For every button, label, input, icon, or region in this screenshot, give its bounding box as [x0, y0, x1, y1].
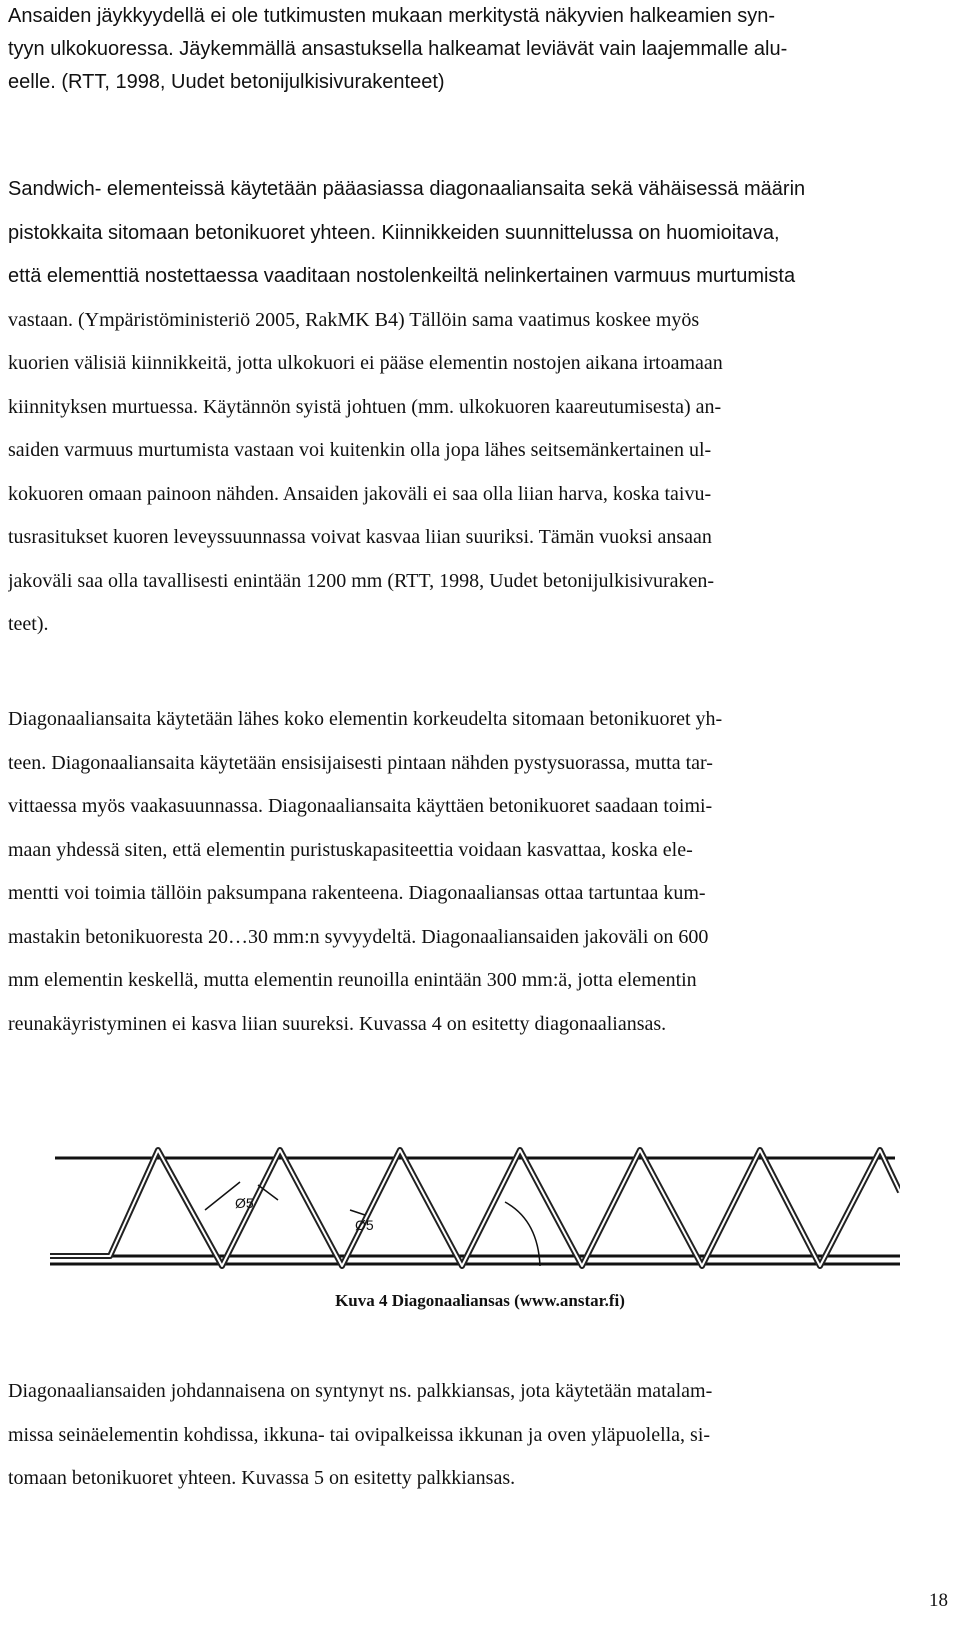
text-line: jakoväli saa olla tavallisesti enintään 1200 mm (RTT, 1998, Uudet betonijulkisivuraken-	[8, 569, 715, 592]
text-line: Diagonaaliansaiden johdannaisena on syntynyt ns. palkkiansas, jota käytetään matalam-	[8, 1380, 713, 1402]
paragraph-ansaiden-jaykkyys	[8, 0, 960, 99]
paragraph-sandwich-elementit	[8, 168, 960, 647]
diagonal-wire	[50, 1150, 900, 1266]
paragraph-diagonaaliansaat	[8, 698, 960, 1046]
text-line: tomaan betonikuoret yhteen. Kuvassa 5 on esitetty palkkiansas.	[8, 1467, 516, 1489]
text-line: kiinnityksen murtuessa. Käytännön syistä johtuen (mm. ulkokuoren kaareutumisesta) an-	[8, 395, 722, 418]
text-line: eelle. (RTT, 1998, Uudet betonijulkisivurakenteet)	[8, 71, 445, 93]
dimension-leader	[350, 1210, 365, 1215]
diagonal-wire-highlight	[50, 1150, 900, 1266]
text-line: Sandwich- elementeissä käytetään pääasiassa diagonaaliansaita sekä vähäisessä määrin	[8, 178, 806, 200]
text-line: maan yhdessä siten, että elementin puristuskapasiteettia voidaan kasvattaa, koska ele-	[8, 838, 693, 861]
text-line: mm elementin keskellä, mutta elementin reunoilla enintään 300 mm:ä, jotta elementin	[8, 969, 697, 991]
text-line: reunakäyristyminen ei kasva liian suureksi. Kuvassa 4 on esitetty diagonaaliansas.	[8, 1012, 667, 1035]
page-number: 18	[929, 1590, 948, 1611]
text-line: teen. Diagonaaliansaita käytetään ensisijaisesti pintaan nähden pystysuorassa, mutta tar-	[8, 751, 713, 774]
text-line: tyyn ulkokuoressa. Jäykemmällä ansastuksella halkeamat leviävät vain laajemmalle alu-	[8, 38, 788, 60]
text-line: teet).	[8, 613, 49, 635]
text-line: pistokkaita sitomaan betonikuoret yhteen. Kiinnikkeiden suunnittelussa on huomioitava,	[8, 221, 780, 244]
text-line: että elementtiä nostettaessa vaaditaan nostolenkeiltä nelinkertainen varmuus murtumista	[8, 265, 796, 287]
text-line: tusrasitukset kuoren leveyssuunnassa voivat kasvaa liian suuriksi. Tämän vuoksi ansaan	[8, 526, 712, 548]
text-line: kuorien välisiä kiinnikkeitä, jotta ulkokuori ei pääse elementin nostojen aikana irtoamaan	[8, 352, 723, 374]
text-line: mastakin betonikuoresta 20…30 mm:n syvyydeltä. Diagonaaliansaiden jakoväli on 600	[8, 925, 709, 948]
paragraph-palkkiansas	[8, 1370, 960, 1501]
dimension-label: Ø5	[355, 1217, 374, 1233]
text-line: Ansaiden jäykkyydellä ei ole tutkimusten mukaan merkitystä näkyvien halkeamien syn-	[8, 5, 776, 27]
text-line: saiden varmuus murtumista vastaan voi kuitenkin olla jopa lähes seitsemänkertainen ul-	[8, 439, 712, 461]
text-line: kokuoren omaan painoon nähden. Ansaiden jakoväli ei saa olla liian harva, koska taivu-	[8, 482, 712, 505]
text-line: Diagonaaliansaita käytetään lähes koko elementin korkeudelta sitomaan betonikuoret yh-	[8, 708, 723, 730]
text-line: vastaan. (Ympäristöministeriö 2005, RakMK B4) Tällöin sama vaatimus koskee myös	[8, 308, 700, 331]
figure-caption: Kuva 4 Diagonaaliansas (www.anstar.fi)	[335, 1291, 625, 1310]
dimension-label: Ø5	[235, 1195, 254, 1211]
diagonal-truss-figure	[50, 1140, 900, 1270]
text-line: missa seinäelementin kohdissa, ikkuna- tai ovipalkeissa ikkunan ja oven yläpuolella, si-	[8, 1423, 711, 1446]
text-line: vittaessa myös vaakasuunnassa. Diagonaaliansaita käyttäen betonikuoret saadaan toimi-	[8, 795, 713, 817]
text-line: mentti voi toimia tällöin paksumpana rakenteena. Diagonaaliansas ottaa tartuntaa kum-	[8, 882, 706, 904]
